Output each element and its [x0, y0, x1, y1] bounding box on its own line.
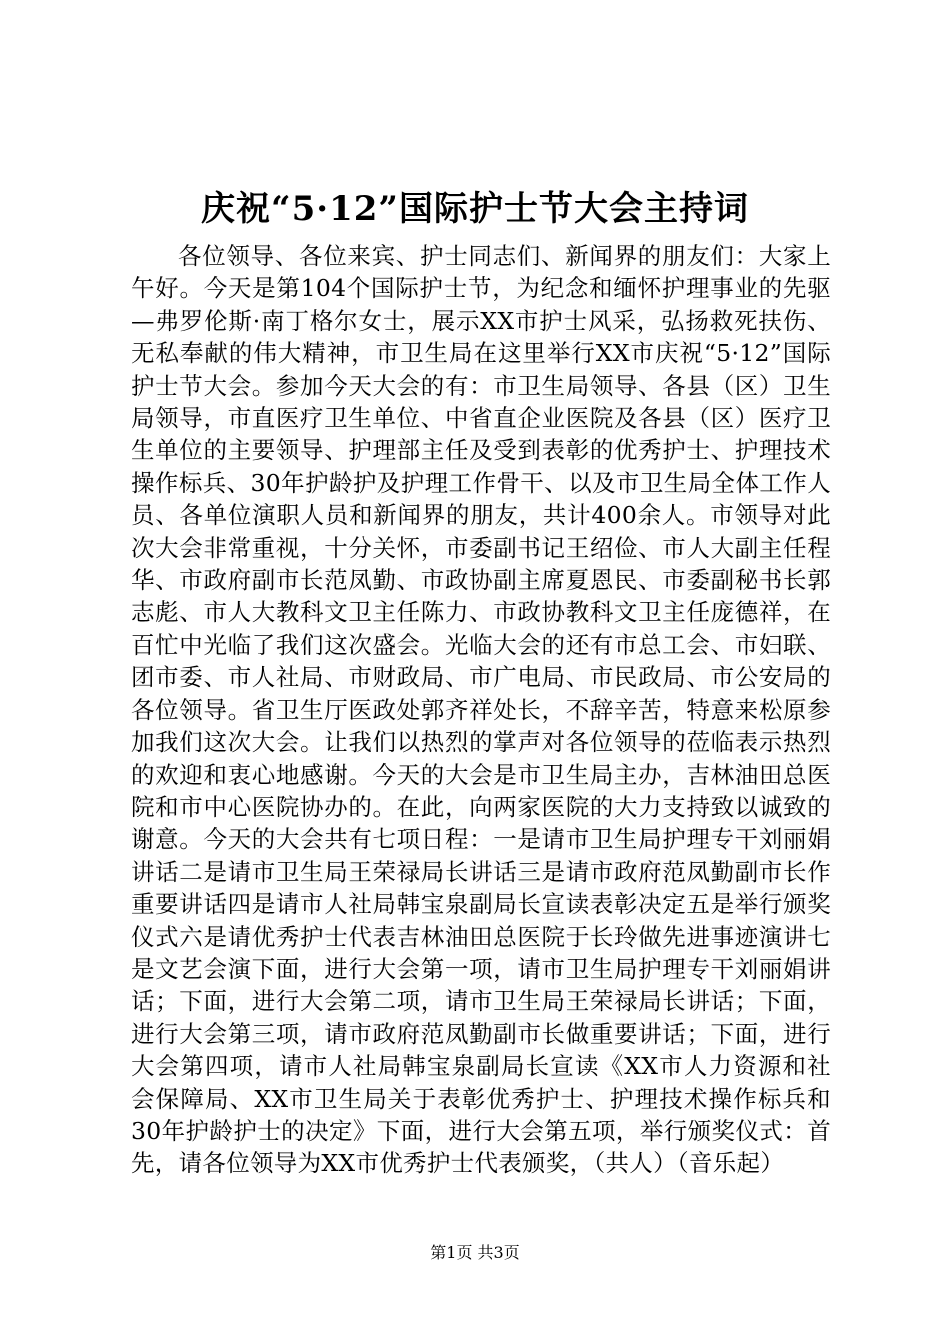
page-number-footer: 第1页 共3页	[430, 1243, 520, 1262]
document-title: 庆祝“5·12”国际护士节大会主持词	[201, 189, 749, 229]
document-body-paragraph: 各位领导、各位来宾、护士同志们、新闻界的朋友们：大家上午好。今天是第104个国际护士节，为纪念和缅怀护理事业的先驱—弗罗伦斯·南丁格尔女士，展示XX市护士风采，弘扬救死扶伤、无私奉献的伟大精神，市卫生局在这里举行XX市庆祝“5·12”国际护士节大会。参加今天大会的有：市卫生局领导、各县（区）卫生局领导，市直医疗卫生单位、中省直企业医院及各县（区）医疗卫生单位的主要领导、护理部主任及受到表彰的优秀护士、护理技术操作标兵、30年护龄护及护理工作骨干、以及市卫生局全体工作人员、各单位演职人员和新闻界的朋友，共计400余人。市领导对此次大会非常重视，十分关怀，市委副书记王绍俭、市人大副主任程华、市政府副市长范凤勤、市政协副主席夏恩民、市委副秘书长郭志彪、市人大教科文卫主任陈力、市政协教科文卫主任庞德祥，在百忙中光临了我们这次盛会。光临大会的还有市总工会、市妇联、团市委、市人社局、市财政局、市广电局、市民政局、市公安局的各位领导。省卫生厅医政处郭齐祥处长，不辞辛苦，特意来松原参加我们这次大会。让我们以热烈的掌声对各位领导的莅临表示热烈的欢迎和衷心地感谢。今天的大会是市卫生局主办，吉林油田总医院和市中心医院协办的。在此，向两家医院的大力支持致以诚致的谢意。今天的大会共有七项日程：一是请市卫生局护理专干刘丽娟讲话二是请市卫生局王荣禄局长讲话三是请市政府范凤勤副市长作重要讲话四是请市人社局韩宝泉副局长宣读表彰决定五是举行颁奖仪式六是请优秀护士代表吉林油田总医院于长玲做先进事迹演讲七是文艺会演下面，进行大会第一项，请市卫生局护理专干刘丽娟讲话；下面，进行大会第二项，请市卫生局王荣禄局长讲话；下面，进行大会第三项，请市政府范凤勤副市长做重要讲话；下面，进行大会第四项，请市人社局韩宝泉副局长宣读《XX市人力资源和社会保障局、XX市卫生局关于表彰优秀护士、护理技术操作标兵和30年护龄护士的决定》下面，进行大会第五项，举行颁奖仪式：首先，请各位领导为XX市优秀护士代表颁奖，（共人）（音乐起）	[131, 242, 831, 1178]
